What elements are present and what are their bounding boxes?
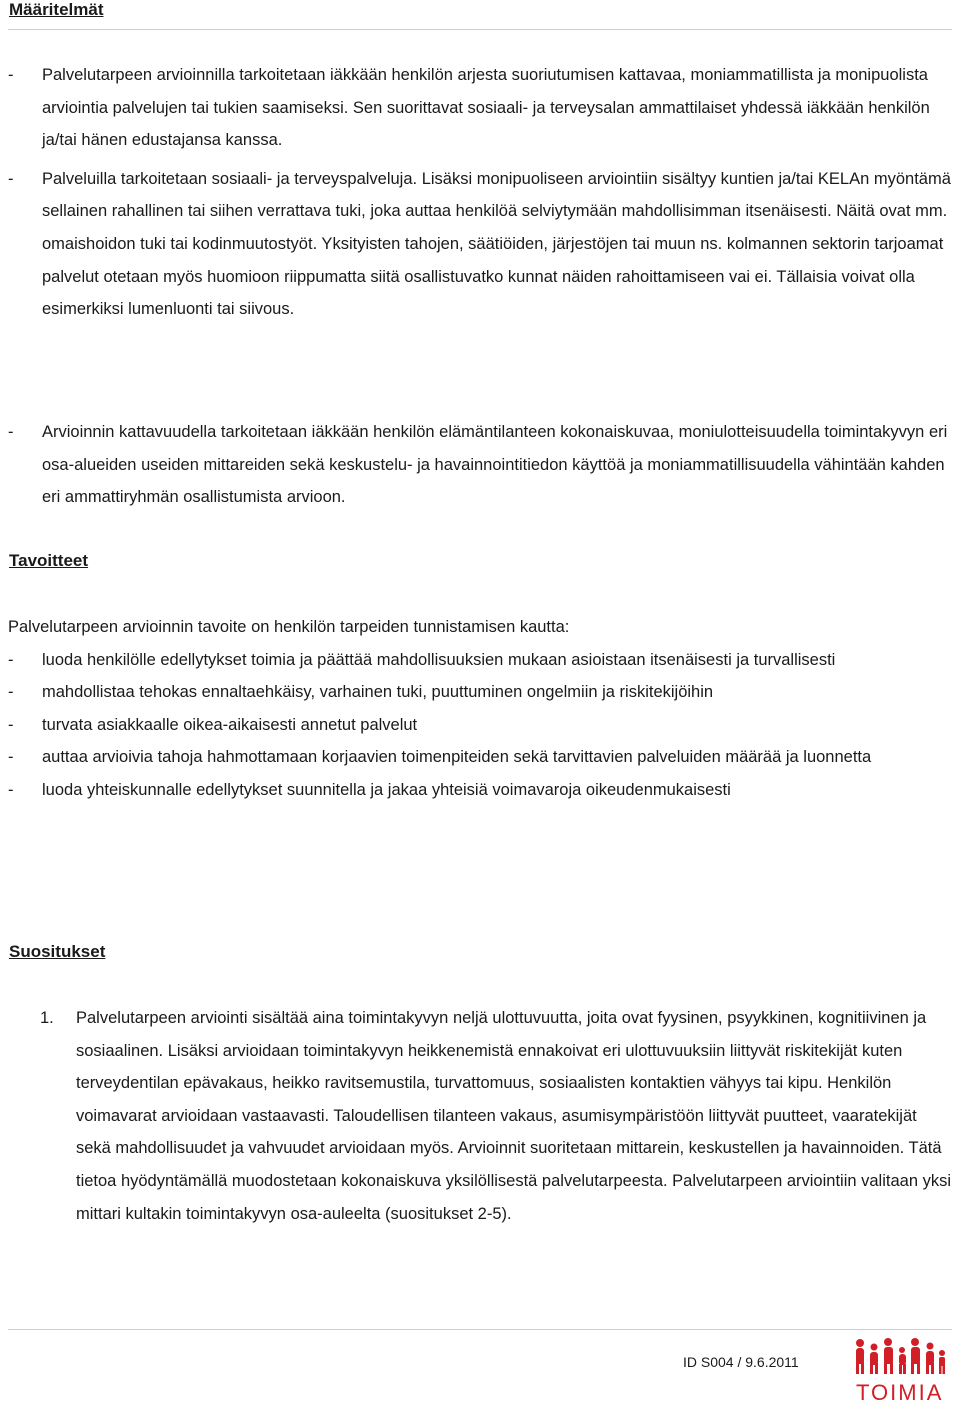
people-logo-icon [852,1336,948,1380]
logo-text: TOIMIA [856,1380,944,1405]
bullet-dash: - [8,423,14,441]
definition-item [8,163,952,326]
document-id: ID S004 / 9.6.2011 [683,1354,799,1370]
bullet-dash: - [8,748,14,767]
bullet-dash: - [8,780,14,799]
bullet-dash: - [8,650,14,669]
divider [8,29,952,30]
recommendations-list [8,1002,952,1230]
goal-item [8,644,952,677]
definition-item [8,59,952,157]
goal-item [8,709,952,742]
definitions-list-2 [8,416,952,514]
recommendation-item [8,1002,952,1230]
heading-recommendations: Suositukset [9,942,106,961]
heading-goals: Tavoitteet [9,551,89,570]
bullet-dash: - [8,683,14,702]
item-number: 1. [40,1009,54,1027]
recommendation-text: Palvelutarpeen arviointi sisältää aina toimintakyvyn neljä ulottuvuutta, joita ovat fyysinen, psyykkinen, kognitiivinen ja sosiaalinen. Lisäksi arvioidaan toimintakyvyn heikkenemistä ennakoivat eri ulottuvuuksiin liittyvät riskitekijät kuten terveydentilan epävakaus, heikko ravitsemustila, turvattomuus, sosiaalisten kontaktien vähyys tai kipu. Henkilön voimavarat arvioidaan vastaavasti. Taloudellisen tilanteen vakaus, asumisympäristöön liittyvät puutteet, vaaratekijät sekä mahdollisuudet ja vahvuudet arvioidaan myös. Arvioinnit suoritetaan mittarein, keskustellen ja havainnoiden. Tätä tietoa hyödyntämällä muodostetaan kokonaiskuva yksilöllisestä palvelutarpeesta. Palvelutarpeen arviointiin valitaan yksi mittari kultakin toimintakyvyn osa-auleelta (suositukset 2-5). [76,1009,951,1223]
bullet-dash: - [8,169,14,188]
definition-item [8,416,952,514]
goal-item [8,741,952,774]
goal-text: mahdollistaa tehokas ennaltaehkäisy, varhainen tuki, puuttuminen ongelmiin ja riskitekijöihin [42,683,714,702]
bullet-dash: - [8,715,14,734]
goals-intro: Palvelutarpeen arvioinnin tavoite on henkilön tarpeiden tunnistamisen kautta: [8,618,570,636]
goal-text: luoda henkilölle edellytykset toimia ja päättää mahdollisuuksien mukaan asioistaan itsenäisesti ja turvallisesti [42,650,836,669]
definition-text: Arvioinnin kattavuudella tarkoitetaan iäkkään henkilön elämäntilanteen kokonaiskuvaa, moniulotteisuudella toimintakyvyn eri osa-alueiden useiden mittareiden sekä keskustelu- ja havainnointitiedon käyttöä ja moniammatillisuudella vähintään kahden eri ammattiryhmän osallistumista arvioon. [42,423,948,507]
goal-item [8,774,952,807]
goal-text: turvata asiakkaalle oikea-aikaisesti annetut palvelut [42,715,418,734]
goals-block [8,611,952,807]
goal-item [8,676,952,709]
footer-divider [8,1329,952,1330]
goal-text: auttaa arvioivia tahoja hahmottamaan korjaavien toimenpiteiden sekä tarvittavien palveluiden määrää ja luonnetta [42,748,872,767]
toimia-logo [852,1336,948,1406]
definition-text: Palveluilla tarkoitetaan sosiaali- ja terveyspalveluja. Lisäksi monipuoliseen arviointiin sisältyy kuntien ja/tai KELAn myöntämä sellainen rahallinen tai siihen verrattava tuki, joka auttaa henkilöä selviytymään mahdollisimman itsenäisesti. Näitä ovat mm. omaishoidon tuki tai kodinmuutostyöt. Yksityisten tahojen, säätiöiden, järjestöjen tai muun ns. kolmannen sektorin tarjoamat palvelut otetaan myös huomioon riippumatta siitä osallistuvatko kunnat näiden rahoittamiseen vai ei. Tällaisia voivat olla esimerkiksi lumenluonti tai siivous. [42,169,951,319]
bullet-dash: - [8,66,14,84]
definitions-list [8,59,952,326]
goal-text: luoda yhteiskunnalle edellytykset suunnitella ja jakaa yhteisiä voimavaroja oikeudenmukaisesti [42,780,731,799]
definition-text: Palvelutarpeen arvioinnilla tarkoitetaan iäkkään henkilön arjesta suoriutumisen kattavaa, moniammatillista ja monipuolista arviointia palvelujen tai tukien saamiseksi. Sen suorittavat sosiaali- ja terveysalan ammattilaiset yhdessä iäkkään henkilön ja/tai hänen edustajansa kanssa. [42,66,930,150]
heading-definitions: Määritelmät [9,0,104,19]
